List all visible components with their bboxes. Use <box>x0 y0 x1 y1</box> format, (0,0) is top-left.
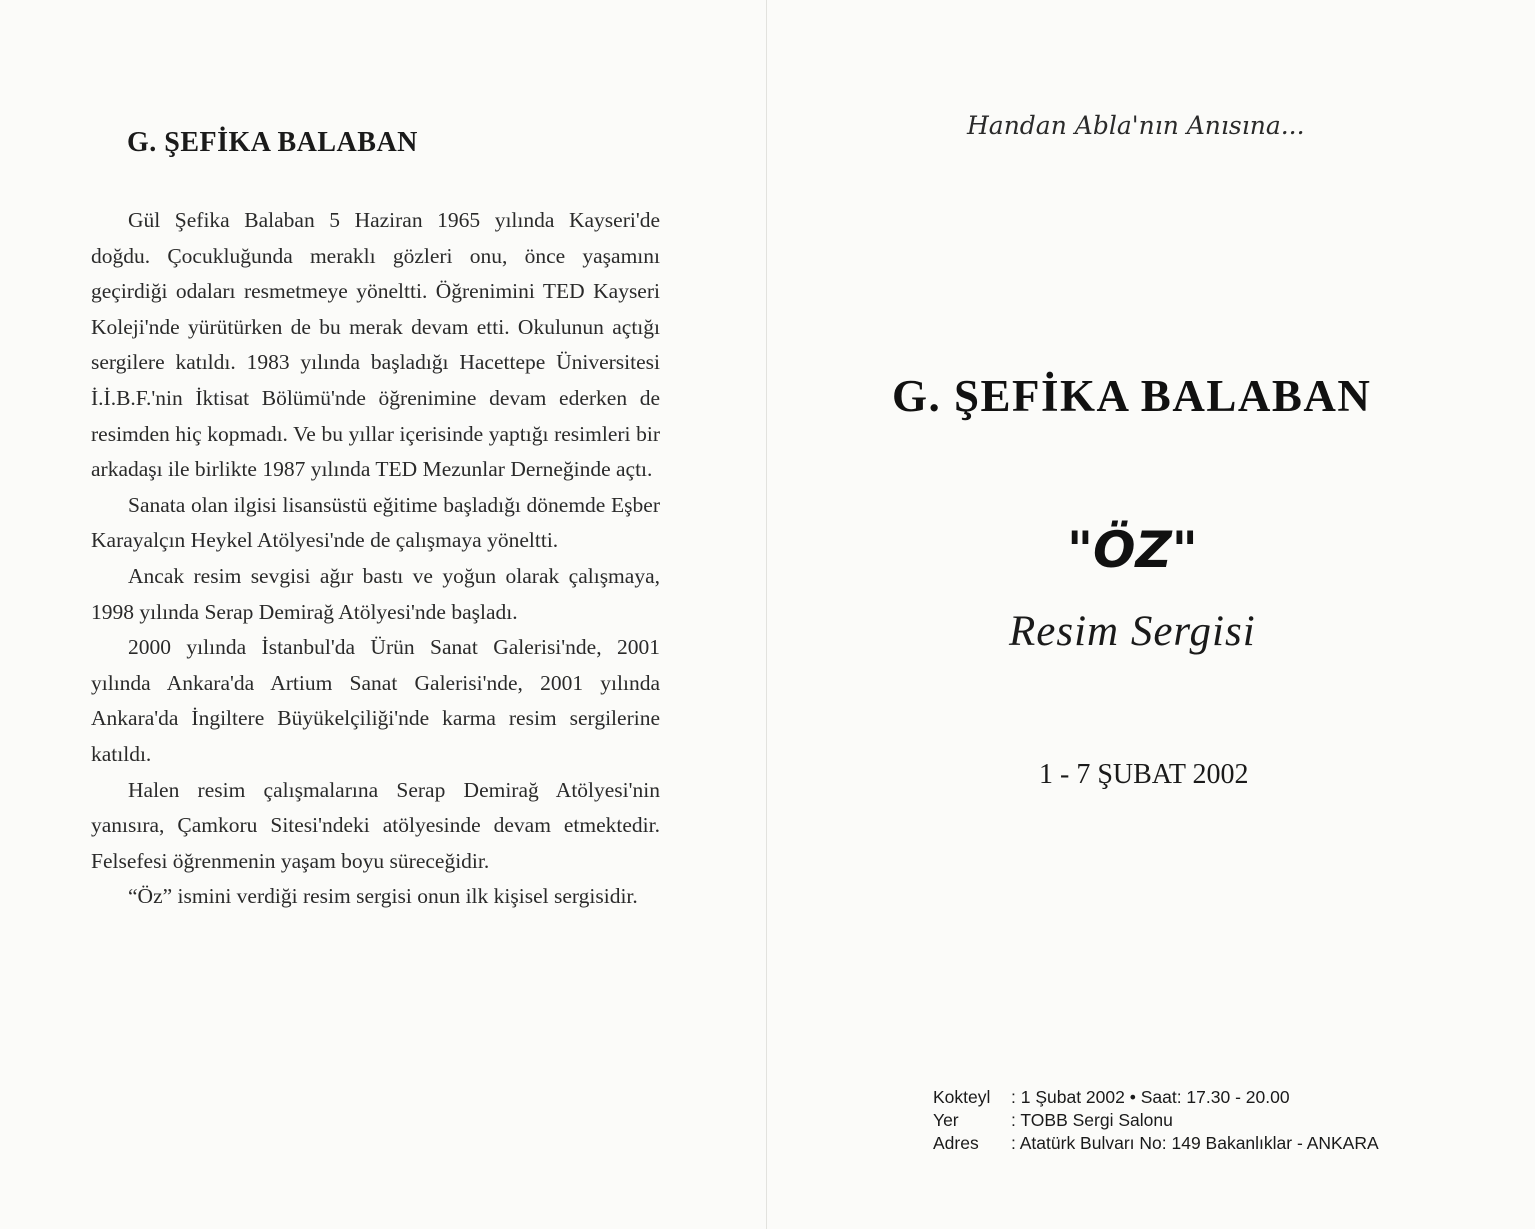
biography-paragraph: Halen resim çalışmalarına Serap Demirağ Atölyesi'nin yanısıra, Çamkoru Sitesi'ndeki atölyesinde devam etmektedir. Felsefesi öğrenmenin yaşam boyu süreceğidir. <box>91 777 660 873</box>
biography-title: G. ŞEFİKA BALABAN <box>127 127 418 158</box>
dedication-text: Handan Abla'nın Anısına... <box>967 111 1305 140</box>
detail-value: : TOBB Sergi Salonu <box>1011 1110 1173 1130</box>
biography-page <box>0 0 766 1229</box>
event-details <box>933 1086 1379 1155</box>
detail-label: Kokteyl <box>933 1087 991 1107</box>
exhibition-title: "ÖZ" <box>1067 521 1198 579</box>
detail-value: : 1 Şubat 2002 • Saat: 17.30 - 20.00 <box>1011 1087 1290 1107</box>
biography-paragraph: 2000 yılında İstanbul'da Ürün Sanat Galerisi'nde, 2001 yılında Ankara'da Artium Sanat Galerisi'nde, 2001 yılında Ankara'da İngiltere Büyükelçiliği'nde karma resim sergilerine katıldı. <box>91 635 660 766</box>
biography-text <box>91 203 660 915</box>
cover-page <box>767 0 1535 1229</box>
detail-label: Yer <box>933 1110 959 1130</box>
detail-row-address <box>933 1132 1379 1155</box>
detail-row-venue <box>933 1109 1379 1132</box>
detail-row-cocktail <box>933 1086 1379 1109</box>
biography-paragraph: “Öz” ismini verdiği resim sergisi onun ilk kişisel sergisidir. <box>128 884 638 909</box>
biography-paragraph: Gül Şefika Balaban 5 Haziran 1965 yılında Kayseri'de doğdu. Çocukluğunda meraklı gözleri onu, önce yaşamını geçirdiği odaları resmetmeye yöneltti. Öğrenimini TED Kayseri Koleji'nde yürütürken de bu merak devam etti. Okulunun açtığı sergilere katıldı. 1983 yılında başladığı Hacettepe Üniversitesi İ.İ.B.F.'nin İktisat Bölümü'nde öğrenimine devam ederken de resimden hiç kopmadı. Ve bu yıllar içerisinde yaptığı resimleri bir arkadaşı ile birlikte 1987 yılında TED Mezunlar Derneğinde açtı. <box>91 208 660 482</box>
detail-label: Adres <box>933 1133 979 1153</box>
artist-name: G. ŞEFİKA BALABAN <box>892 371 1372 421</box>
detail-value: : Atatürk Bulvarı No: 149 Bakanlıklar - ANKARA <box>1011 1133 1379 1153</box>
exhibition-dates: 1 - 7 ŞUBAT 2002 <box>1039 759 1249 790</box>
biography-paragraph: Sanata olan ilgisi lisansüstü eğitime başladığı dönemde Eşber Karayalçın Heykel Atölyesi'nde de çalışmaya yöneltti. <box>91 492 660 553</box>
biography-paragraph: Ancak resim sevgisi ağır bastı ve yoğun olarak çalışmaya, 1998 yılında Serap Demirağ Atölyesi'nde başladı. <box>91 563 660 624</box>
exhibition-subtitle: Resim Sergisi <box>1009 608 1256 655</box>
